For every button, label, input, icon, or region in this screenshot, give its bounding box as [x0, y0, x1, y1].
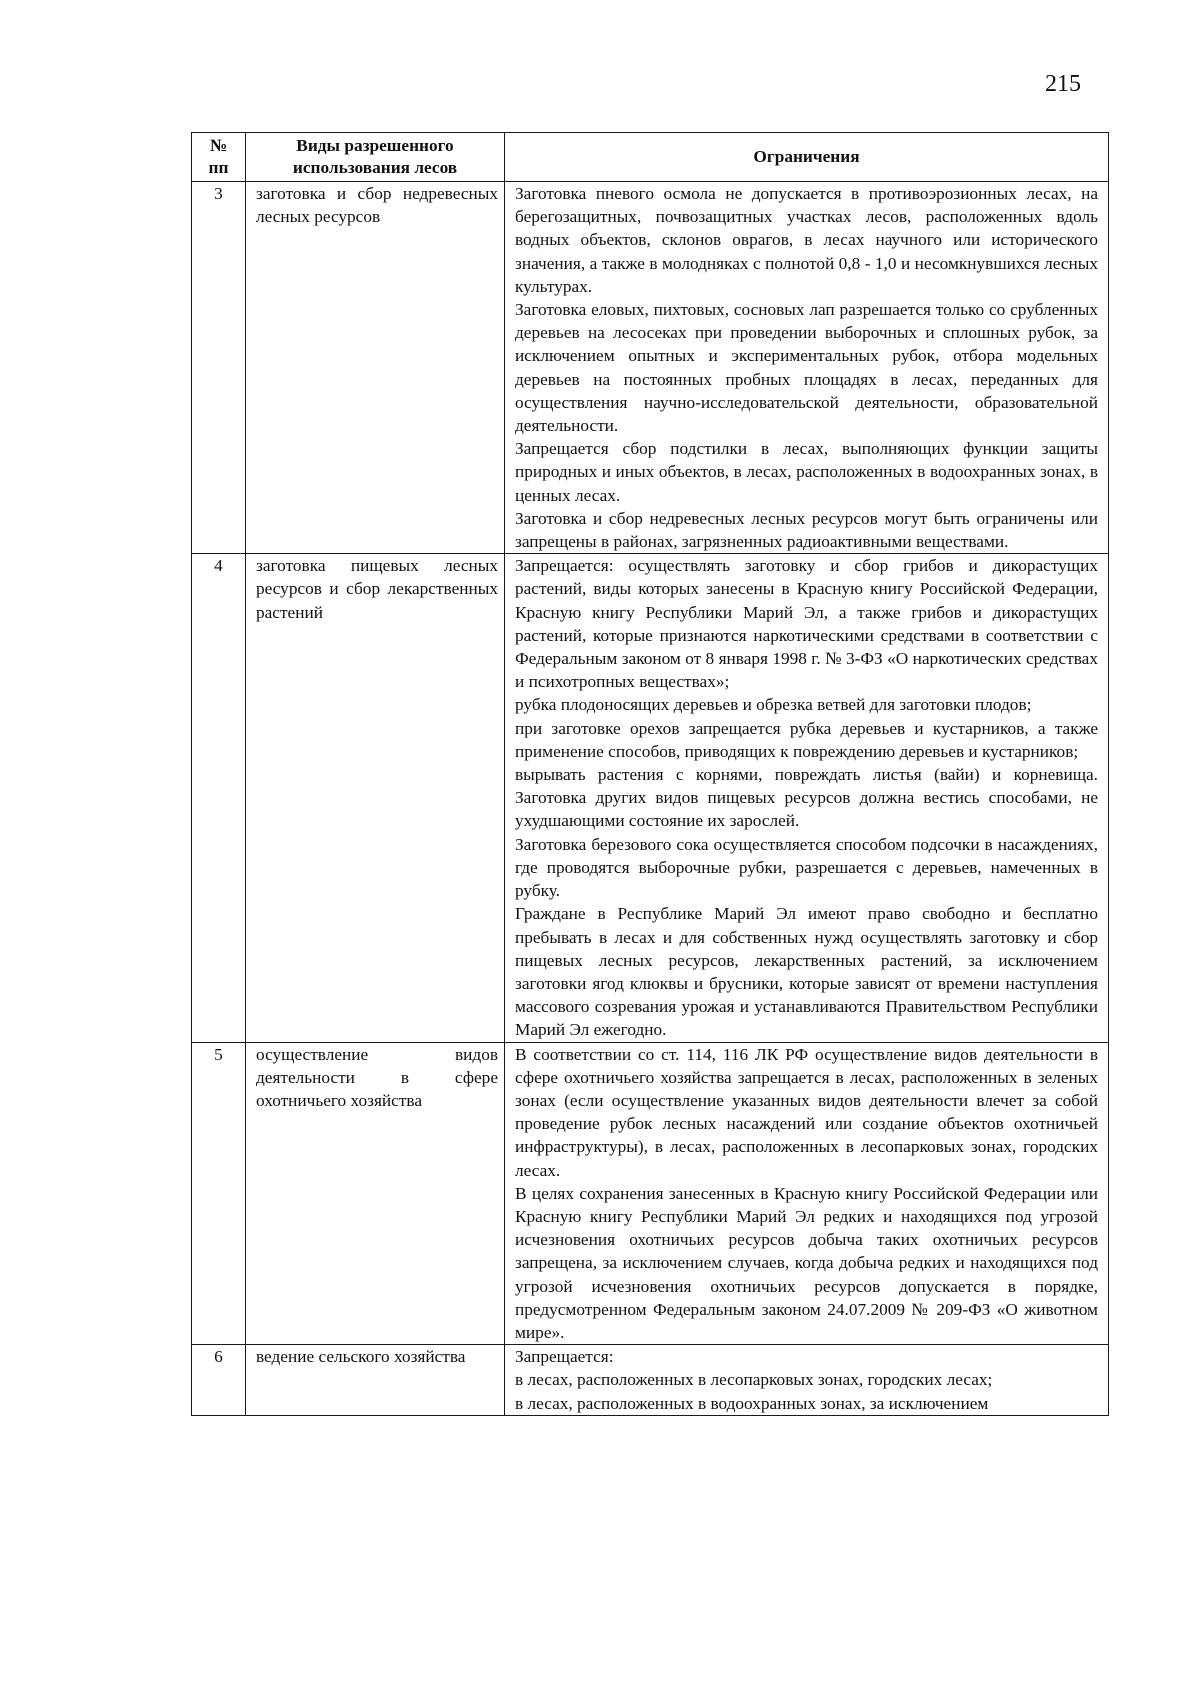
- table-row: [192, 1345, 1109, 1416]
- row-number: 5: [192, 1042, 246, 1345]
- header-number-line1: №: [209, 136, 228, 155]
- header-number-line2: пп: [208, 158, 229, 177]
- restriction-paragraph: Заготовка пневого осмола не допускается в противоэрозионных лесах, на берегозащитных, почвозащитных участках лесов, расположенных вдоль водных объектов, склонов оврагов, в лесах научного или исторического значения, а также в молодняках с полнотой 0,8 - 1,0 и несомкнувшихся лесных культурах.: [515, 184, 1098, 296]
- restrictions-table: [191, 132, 1109, 1416]
- restriction-paragraph: В соответствии со ст. 114, 116 ЛК РФ осуществление видов деятельности в сфере охотничьего хозяйства запрещается в лесах, расположенных в зеленых зонах (если осуществление указанных видов деятельности влечет за собой проведение рубок лесных насаждений или создание объектов охотничьей инфраструктуры), в лесах, расположенных в лесопарковых зонах, городских лесах.: [515, 1044, 1098, 1180]
- restrictions-cell: [505, 1042, 1109, 1345]
- restriction-paragraph: Запрещается:: [515, 1347, 614, 1367]
- restriction-paragraph: В целях сохранения занесенных в Красную книгу Российской Федерации или Красную книгу Республики Марий Эл редких и находящихся под угрозой исчезновения охотничьих ресурсов добыча таких охотничьих ресурсов запрещена, за исключением случаев, когда добыча редких и находящихся под угрозой исчезновения охотничьих ресурсов допускается в порядке, предусмотренном Федеральным законом 24.07.2009 № 209-ФЗ «О животном мире».: [515, 1183, 1098, 1342]
- header-usage-kind: Виды разрешенного использования лесов: [246, 133, 505, 182]
- restriction-paragraph: Заготовка еловых, пихтовых, сосновых лап разрешается только со срубленных деревьев на лесосеках при проведении выборочных и сплошных рубок, за исключением опытных и экспериментальных рубок, отбора модельных деревьев на постоянных пробных площадях в лесах, переданных для осуществления научно-исследовательской деятельности, образовательной деятельности.: [515, 300, 1098, 436]
- restriction-paragraph: Запрещается сбор подстилки в лесах, выполняющих функции защиты природных и иных объектов, в лесах, расположенных в водоохранных зонах, в ценных лесах.: [515, 439, 1098, 505]
- restriction-paragraph: Граждане в Республике Марий Эл имеют право свободно и бесплатно пребывать в лесах и для собственных нужд осуществлять заготовку и сбор пищевых лесных ресурсов, лекарственных растений, за исключением заготовки ягод клюквы и брусники, которые зависят от времени наступления массового созревания урожая и устанавливаются Правительством Республики Марий Эл ежегодно.: [515, 904, 1098, 1040]
- row-number: 4: [192, 554, 246, 1042]
- restrictions-cell: [505, 182, 1109, 554]
- usage-kind-cell: заготовка и сбор недревесных лесных ресурсов: [246, 182, 505, 554]
- table-row: [192, 554, 1109, 1042]
- header-restrictions: Ограничения: [505, 133, 1109, 182]
- restriction-paragraph: Заготовка и сбор недревесных лесных ресурсов могут быть ограничены или запрещены в районах, загрязненных радиоактивными веществами.: [515, 508, 1098, 552]
- restriction-paragraph: рубка плодоносящих деревьев и обрезка ветвей для заготовки плодов;: [515, 695, 1032, 715]
- restrictions-cell: [505, 1345, 1109, 1416]
- row-number: 3: [192, 182, 246, 554]
- usage-kind-cell: ведение сельского хозяйства: [246, 1345, 505, 1416]
- restrictions-cell: [505, 554, 1109, 1042]
- usage-kind-cell: заготовка пищевых лесных ресурсов и сбор лекарственных растений: [246, 554, 505, 1042]
- table-header-row: [192, 133, 1109, 182]
- restriction-paragraph: при заготовке орехов запрещается рубка деревьев и кустарников, а также применение способов, приводящих к повреждению деревьев и кустарников;: [515, 718, 1098, 761]
- page-number: 215: [1045, 71, 1081, 97]
- restriction-paragraph: в лесах, расположенных в водоохранных зонах, за исключением: [515, 1393, 989, 1413]
- restriction-paragraph: в лесах, расположенных в лесопарковых зонах, городских лесах;: [515, 1370, 993, 1390]
- table-row: [192, 1042, 1109, 1345]
- restriction-paragraph: Заготовка березового сока осуществляется способом подсочки в насаждениях, где проводятся выборочные рубки, разрешается с деревьев, намеченных в рубку.: [515, 834, 1098, 901]
- restriction-paragraph: Запрещается: осуществлять заготовку и сбор грибов и дикорастущих растений, виды которых занесены в Красную книгу Российской Федерации, Красную книгу Республики Марий Эл, а также грибов и дикорастущих растений, которые признаются наркотическими средствами в соответствии с Федеральным законом от 8 января 1998 г. № 3-ФЗ «О наркотических средствах и психотропных веществах»;: [515, 556, 1098, 692]
- row-number: 6: [192, 1345, 246, 1416]
- usage-kind-cell: осуществление видов деятельности в сфере охотничьего хозяйства: [246, 1042, 505, 1345]
- restriction-paragraph: вырывать растения с корнями, повреждать листья (вайи) и корневища. Заготовка других видов пищевых ресурсов должна вестись способами, не ухудшающими состояние их зарослей.: [515, 765, 1098, 831]
- header-number: [192, 133, 246, 182]
- table-row: [192, 182, 1109, 554]
